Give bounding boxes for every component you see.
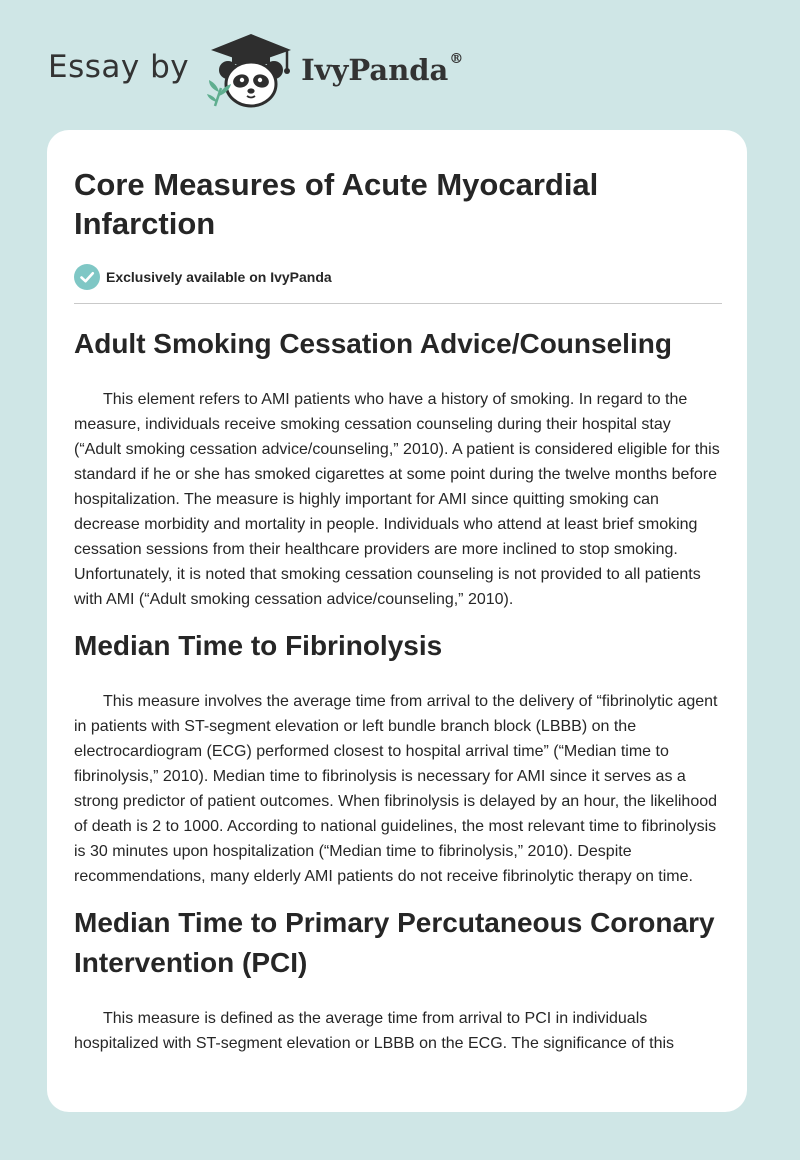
divider (74, 303, 722, 304)
section-time-to-pci (74, 903, 722, 1056)
exclusive-badge (74, 264, 722, 290)
section-body: This measure involves the average time from arrival to the delivery of “fibrinolytic agent in patients with ST-segment elevation or left bundle branch block (LBBB) on the electrocardiogram (ECG) performed closest to hospital arrival time” (“Median time to fibrinolysis,” 2010). Median time to fibrinolysis is necessary for AMI since it serves as a strong predictor of patient outcomes. When fibrinolysis is delayed by an hour, the likelihood of death is 2 to 1000. According to national guidelines, the most relevant time to fibrinolysis is 30 minutes upon hospitalization (“Median time to fibrinolysis,” 2010). Despite recommendations, many elderly AMI patients do not receive fibrinolytic therapy on time. (74, 693, 718, 885)
registered-mark: ® (449, 51, 464, 67)
section-body: This measure is defined as the average time from arrival to PCI in individuals hospitalized with ST-segment elevation or LBBB on the ECG. The significance of this (74, 1010, 675, 1052)
check-circle-icon (74, 264, 100, 290)
article-content (74, 165, 722, 1056)
article-title: Core Measures of Acute Myocardial Infarction (74, 167, 599, 241)
section-smoking-cessation (74, 324, 722, 612)
panda-graduate-icon[interactable] (207, 30, 295, 110)
article-card (47, 130, 747, 1112)
section-heading: Median Time to Primary Percutaneous Coronary Intervention (PCI) (74, 907, 715, 978)
site-header (48, 30, 463, 110)
section-time-to-fibrinolysis (74, 626, 722, 889)
essay-by-label: Essay by (48, 49, 190, 85)
brand-name[interactable]: IvyPanda® (301, 51, 464, 87)
section-heading: Adult Smoking Cessation Advice/Counseling (74, 328, 672, 359)
section-body: This element refers to AMI patients who have a history of smoking. In regard to the measure, individuals receive smoking cessation counseling during their hospital stay (“Adult smoking cessation advice/counseling,” 2010). A patient is considered eligible for this standard if he or she has smoked cigarettes at some point during the twelve months before hospitalization. The measure is highly important for AMI since quitting smoking can decrease morbidity and mortality in people. Individuals who attend at least brief smoking cessation sessions from their healthcare providers are more inclined to stop smoking. Unfortunately, it is noted that smoking cessation counseling is not provided to all patients with AMI (“Adult smoking cessation advice/counseling,” 2010). (74, 391, 720, 608)
badge-text: Exclusively available on IvyPanda (106, 269, 332, 285)
section-heading: Median Time to Fibrinolysis (74, 630, 443, 661)
